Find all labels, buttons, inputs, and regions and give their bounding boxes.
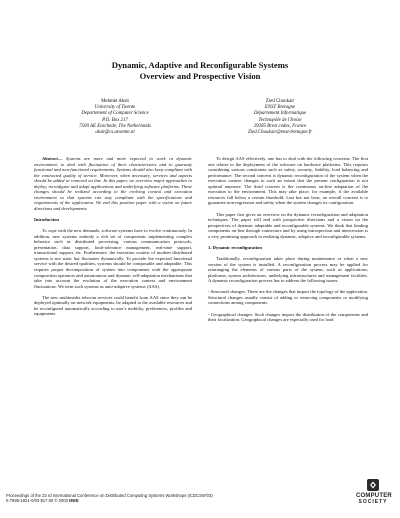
footer-copyright [6,498,326,503]
footer-proceedings: Proceedings of the 23 rd International Conference on Distributed Computing Systems Workshops (ICDCSW'03) [6,493,213,498]
page-footer [6,493,326,503]
author-name: Zied Choukair [265,99,295,104]
left-column [34,156,192,323]
body-paragraph: This paper first gives an overview on the dynamic reconfiguration and adaptation techniques. The paper will end with prospective directions and a vision on the perspectives of dynamic adaptable and reconfigurable systems. We think that binding components on-line through connectors and by using introspection and intercession is a very promising approach in realizing dynamic, adaptive and reconfigurable systems. [208,211,368,239]
author-name: Mehmet Aksit [101,99,129,104]
computer-society-logo-icon [366,478,380,492]
author-address-1: Technopôle de l'Iroise [258,117,302,123]
logo-line-1: COMPUTER [356,493,392,499]
body-paragraph: - Structural changes: These are the changes that impact the topology of the application. Structural changes usually consist of adding or removing components or modifying connections among components. [208,289,368,306]
author-email: aksit@cs.utwente.nl [95,130,135,136]
author-affiliation: University of Twente [94,105,136,111]
footer-ieee: IEEE [69,498,79,504]
abstract-text: Systems are more and more expected to work in dynamic environment, to deal with fluctuation of their characteristics and to guaranty functional and non-functional requirements. Systems should also keep compliant with the contracted quality of service. Moreover, when necessary, services and aspects should be added or removed on line. In this paper, we overview major approaches to deploy, reconfigure and adapt applications and underlying software platforms. These changes should be realized according to the evolving context and execution environment so that systems can stay compliant with the specifications and requirements of the application. We end this position paper with a vision on future directions and developments. [34,156,192,211]
abstract-paragraph [34,156,192,211]
author-address-1: P.O. Box 217 [102,117,128,123]
author-department: Département Informatique [253,111,307,117]
author-department: Departement of Computer Science [81,111,149,117]
author-1 [40,99,190,136]
body-paragraph: To cope with the new demands, software systems have to evolve continuously. In addition, new systems embody a rich set of components implementing complex behavior such as distributed processing, various communication protocols, presentation, data support, fault-tolerance management, real-time support, transactional support, etc. Furthermore, the execution context of modern distributed systems is not static but fluctuates dynamically. To provide the expected functional service with the desired qualities, systems should be composable and adaptable. This requires proper decomposition of system into components with the appropriate composition operators and autonomous and dynamic self-adaptation mechanisms that take into account the evolution of the execution context and environment fluctuations. We term such systems as auto-adaptive systems (AAS). [34,228,192,289]
author-address-2: 7500 AE Enschede, The Netherlands [79,123,151,129]
body-paragraph: The new multimedia telecom services could benefit from AAS since they can be deployed optimally on network equipments, be adapted to the available resources and be reconfigured automatically according to user's mobility, preferences, profiles and equipments. [34,294,192,317]
footer-isbn: 0-7695-1921-0/03 $17.00 © 2003 [6,498,70,504]
title-line-1: Dynamic, Adaptive and Reconfigurable Systems [111,60,289,70]
body-paragraph: Traditionally, reconfiguration takes place during maintenance or when a new version of the system is installed. A reconfiguration process may be applied for rearranging the elements of various parts of the system, such as applications, platforms, system architectures, underlying infrastructures and management facilities. A dynamic reconfiguration process has to address the following issues: [208,255,368,284]
logo-text [356,493,390,505]
section-heading-dynamic-reconfiguration: 1. Dynamic reconfiguration [208,244,262,250]
section-heading-introduction: Introduction [34,217,59,223]
body-paragraph: - Geographical changes: Such changes impact the distribution of the components and their localization. Geographical changes are especially used for load [208,311,368,323]
author-affiliation: ENST Bretagne [264,105,296,111]
paper-title [40,60,360,82]
logo-line-2: SOCIETY [358,499,388,505]
computer-society-logo [356,478,390,512]
title-line-2: Overview and Prospective Vision [139,71,261,81]
author-email: Zied.Choukair@enst-bretagne.fr [247,130,313,136]
author-block [40,99,360,149]
abstract [34,156,192,211]
abstract-heading: Abstract— [42,156,63,161]
author-address-2: 29285 Brest cedex, France [253,123,307,129]
author-2 [205,99,355,136]
right-column [208,156,368,328]
body-paragraph: To design AAS effectively, one has to deal with the following concerns: The first one relates to the deployment of the software on hardware platforms. This requires considering various constraints such as safety, security, fiability, load balancing and performance: The second concern is dynamic reconfiguration of the system when the execution context changes to such an extent that the present configuration is not optimal anymore. The third concern is the continuous on-line adaptation of the execution to the environment. This may take place, for example, if the available resources fall below a certain threshold. Last but not least, an overall concern is to guarantee non-regression and safety when the system changes its configuration. [208,156,368,206]
